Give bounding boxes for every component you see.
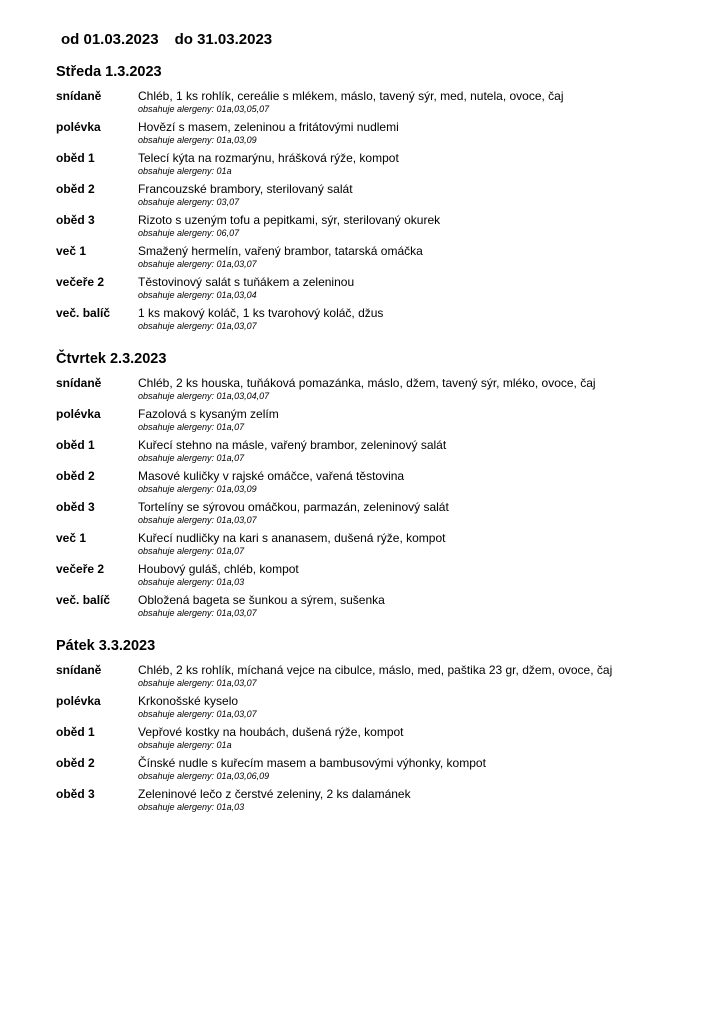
meal-row <box>56 530 696 561</box>
meal-type: oběd 3 <box>56 213 95 227</box>
meal-type: oběd 3 <box>56 500 95 514</box>
meal-allergens: obsahuje alergeny: 01a,03,04 <box>138 290 257 300</box>
meal-type: več 1 <box>56 244 87 258</box>
meal-description: Telecí kýta na rozmarýnu, hrášková rýže, kompot <box>138 151 399 165</box>
meal-description: Obložená bageta se šunkou a sýrem, sušenka <box>138 593 385 607</box>
day-section <box>56 349 696 623</box>
meal-allergens: obsahuje alergeny: 01a,03,06,09 <box>138 771 270 781</box>
meal-allergens: obsahuje alergeny: 01a,03,07 <box>138 259 257 269</box>
meal-type: polévka <box>56 694 101 708</box>
meal-allergens: obsahuje alergeny: 01a,07 <box>138 546 245 556</box>
meal-description: Zeleninové lečo z čerstvé zeleniny, 2 ks dalamánek <box>138 787 411 801</box>
meal-allergens: obsahuje alergeny: 01a,03,07 <box>138 678 257 688</box>
meal-allergens: obsahuje alergeny: 01a,03,04,07 <box>138 391 270 401</box>
meal-type: več. balíč <box>56 593 111 607</box>
meal-row <box>56 561 696 592</box>
meal-type: polévka <box>56 407 101 421</box>
meal-allergens: obsahuje alergeny: 01a,07 <box>138 453 245 463</box>
meal-row <box>56 592 696 623</box>
meal-row <box>56 243 696 274</box>
meal-description: Fazolová s kysaným zelím <box>138 407 279 421</box>
meal-description: Houbový guláš, chléb, kompot <box>138 562 299 576</box>
meal-description: Hovězí s masem, zeleninou a fritátovými nudlemi <box>138 120 399 134</box>
meal-row <box>56 305 696 336</box>
meal-description: Vepřové kostky na houbách, dušená rýže, kompot <box>138 725 404 739</box>
meal-type: oběd 3 <box>56 787 95 801</box>
period-to: do 31.03.2023 <box>174 31 273 48</box>
meal-allergens: obsahuje alergeny: 03,07 <box>138 197 240 207</box>
meal-row <box>56 181 696 212</box>
day-title: Středa 1.3.2023 <box>56 64 162 80</box>
meal-description: Těstovinový salát s tuňákem a zeleninou <box>138 275 355 289</box>
meal-type: oběd 1 <box>56 438 95 452</box>
meal-description: Tortelíny se sýrovou omáčkou, parmazán, zeleninový salát <box>138 500 449 514</box>
meal-type: več. balíč <box>56 306 111 320</box>
meal-type: snídaně <box>56 663 102 677</box>
meal-row <box>56 724 696 755</box>
day-title: Čtvrtek 2.3.2023 <box>56 351 167 367</box>
meal-allergens: obsahuje alergeny: 06,07 <box>138 228 240 238</box>
meal-row <box>56 274 696 305</box>
meal-allergens: obsahuje alergeny: 01a <box>138 740 232 750</box>
meal-description: Masové kuličky v rajské omáčce, vařená těstovina <box>138 469 405 483</box>
meal-row <box>56 786 696 817</box>
meal-description: Čínské nudle s kuřecím masem a bambusovými výhonky, kompot <box>138 756 486 770</box>
meal-type: oběd 1 <box>56 151 95 165</box>
menu-period <box>61 31 272 48</box>
meal-row <box>56 468 696 499</box>
meal-description: Chléb, 1 ks rohlík, cereálie s mlékem, máslo, tavený sýr, med, nutela, ovoce, čaj <box>138 89 564 103</box>
meal-row <box>56 499 696 530</box>
meal-allergens: obsahuje alergeny: 01a,03 <box>138 577 245 587</box>
day-title: Pátek 3.3.2023 <box>56 638 156 654</box>
period-from: od 01.03.2023 <box>61 31 159 48</box>
meal-row <box>56 693 696 724</box>
meal-type: več 1 <box>56 531 87 545</box>
meal-type: snídaně <box>56 376 102 390</box>
meal-description: Kuřecí nudličky na kari s ananasem, dušená rýže, kompot <box>138 531 446 545</box>
meal-type: oběd 1 <box>56 725 95 739</box>
meal-row <box>56 662 696 693</box>
meal-type: večeře 2 <box>56 275 105 289</box>
meal-type: polévka <box>56 120 101 134</box>
day-section <box>56 636 696 817</box>
meal-description: Chléb, 2 ks houska, tuňáková pomazánka, máslo, džem, tavený sýr, mléko, ovoce, čaj <box>138 376 596 390</box>
meal-description: Krkonošské kyselo <box>138 694 239 708</box>
meal-allergens: obsahuje alergeny: 01a,07 <box>138 422 245 432</box>
meal-allergens: obsahuje alergeny: 01a,03,07 <box>138 515 257 525</box>
meal-description: Smažený hermelín, vařený brambor, tatarská omáčka <box>138 244 423 258</box>
meal-allergens: obsahuje alergeny: 01a,03 <box>138 802 245 812</box>
menu-days <box>56 62 696 830</box>
meal-description: Chléb, 2 ks rohlík, míchaná vejce na cibulce, máslo, med, paštika 23 gr, džem, ovoce, čaj <box>138 663 613 677</box>
meal-type: oběd 2 <box>56 469 95 483</box>
meal-allergens: obsahuje alergeny: 01a,03,07 <box>138 608 257 618</box>
meal-allergens: obsahuje alergeny: 01a,03,09 <box>138 135 257 145</box>
meal-row <box>56 437 696 468</box>
meal-description: Francouzské brambory, sterilovaný salát <box>138 182 353 196</box>
meal-row <box>56 119 696 150</box>
meal-allergens: obsahuje alergeny: 01a,03,07 <box>138 321 257 331</box>
meal-allergens: obsahuje alergeny: 01a,03,05,07 <box>138 104 270 114</box>
meal-row <box>56 88 696 119</box>
meal-type: oběd 2 <box>56 182 95 196</box>
meal-description: Rizoto s uzeným tofu a pepitkami, sýr, sterilovaný okurek <box>138 213 441 227</box>
meal-row <box>56 375 696 406</box>
meal-allergens: obsahuje alergeny: 01a <box>138 166 232 176</box>
meal-allergens: obsahuje alergeny: 01a,03,09 <box>138 484 257 494</box>
meal-type: snídaně <box>56 89 102 103</box>
day-section <box>56 62 696 336</box>
meal-description: 1 ks makový koláč, 1 ks tvarohový koláč, džus <box>138 306 384 320</box>
meal-row <box>56 755 696 786</box>
meal-row <box>56 150 696 181</box>
meal-type: večeře 2 <box>56 562 105 576</box>
meal-row <box>56 406 696 437</box>
meal-type: oběd 2 <box>56 756 95 770</box>
meal-row <box>56 212 696 243</box>
meal-allergens: obsahuje alergeny: 01a,03,07 <box>138 709 257 719</box>
meal-description: Kuřecí stehno na másle, vařený brambor, zeleninový salát <box>138 438 447 452</box>
